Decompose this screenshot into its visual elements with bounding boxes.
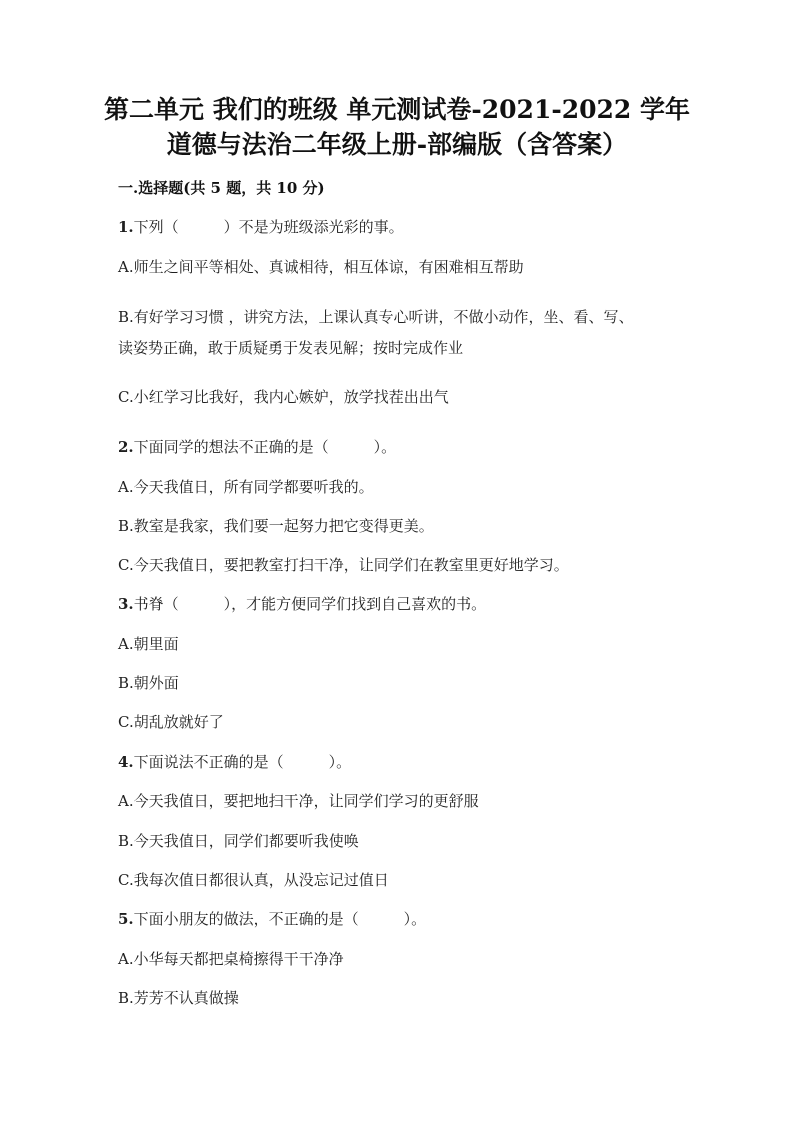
document-title-line-1: 第二单元 我们的班级 单元测试卷-2021-2022 学年: [103, 95, 691, 124]
question-5-option-b: B.芳芳不认真做操: [118, 989, 239, 1007]
question-1-option-a: A.师生之间平等相处、真诚相待，相互体谅，有困难相互帮助: [118, 258, 524, 276]
question-4-option-b: B.今天我值日，同学们都要听我使唤: [118, 832, 359, 850]
question-number: 3.: [118, 595, 134, 613]
question-3-option-b: B.朝外面: [118, 674, 179, 692]
document-title-line-2: 道德与法治二年级上册-部编版（含答案）: [166, 130, 628, 159]
question-1-option-c: C.小红学习比我好，我内心嫉妒，放学找茬出出气: [118, 388, 449, 406]
question-1: [118, 216, 698, 238]
question-stem: 下面说法不正确的是（ ）。: [133, 753, 352, 771]
question-number: 2.: [118, 438, 134, 456]
question-stem: 下列（ ）不是为班级添光彩的事。: [133, 218, 404, 236]
question-3: [118, 593, 698, 615]
question-2-option-c: C.今天我值日，要把教室打扫干净，让同学们在教室里更好地学习。: [118, 556, 569, 574]
question-4: [118, 751, 698, 773]
question-3-option-a: A.朝里面: [118, 635, 179, 653]
question-stem: 下面同学的想法不正确的是（ ）。: [133, 438, 397, 456]
question-stem: 下面小朋友的做法，不正确的是（ ）。: [133, 910, 427, 928]
question-2-option-b: B.教室是我家，我们要一起努力把它变得更美。: [118, 517, 434, 535]
question-number: 4.: [118, 753, 134, 771]
question-number: 1.: [118, 218, 134, 236]
question-number: 5.: [118, 910, 134, 928]
question-3-option-c: C.胡乱放就好了: [118, 713, 224, 731]
question-1-option-b: B.有好学习习惯 ，讲究方法，上课认真专心听讲，不做小动作，坐、看、写、: [118, 308, 634, 326]
question-2: [118, 436, 698, 458]
question-4-option-c: C.我每次值日都很认真，从没忘记过值日: [118, 871, 389, 889]
question-2-option-a: A.今天我值日，所有同学都要听我的。: [118, 478, 374, 496]
question-stem: 书脊（ ），才能方便同学们找到自己喜欢的书。: [133, 595, 487, 613]
question-5: [118, 908, 698, 930]
question-5-option-a: A.小华每天都把桌椅擦得干干净净: [118, 950, 344, 968]
question-1-option-b-continued: 读姿势正确，敢于质疑勇于发表见解；按时完成作业: [118, 339, 464, 357]
section-heading: 一.选择题(共 5 题，共 10 分): [118, 179, 325, 197]
question-4-option-a: A.今天我值日，要把地扫干净，让同学们学习的更舒服: [118, 792, 479, 810]
